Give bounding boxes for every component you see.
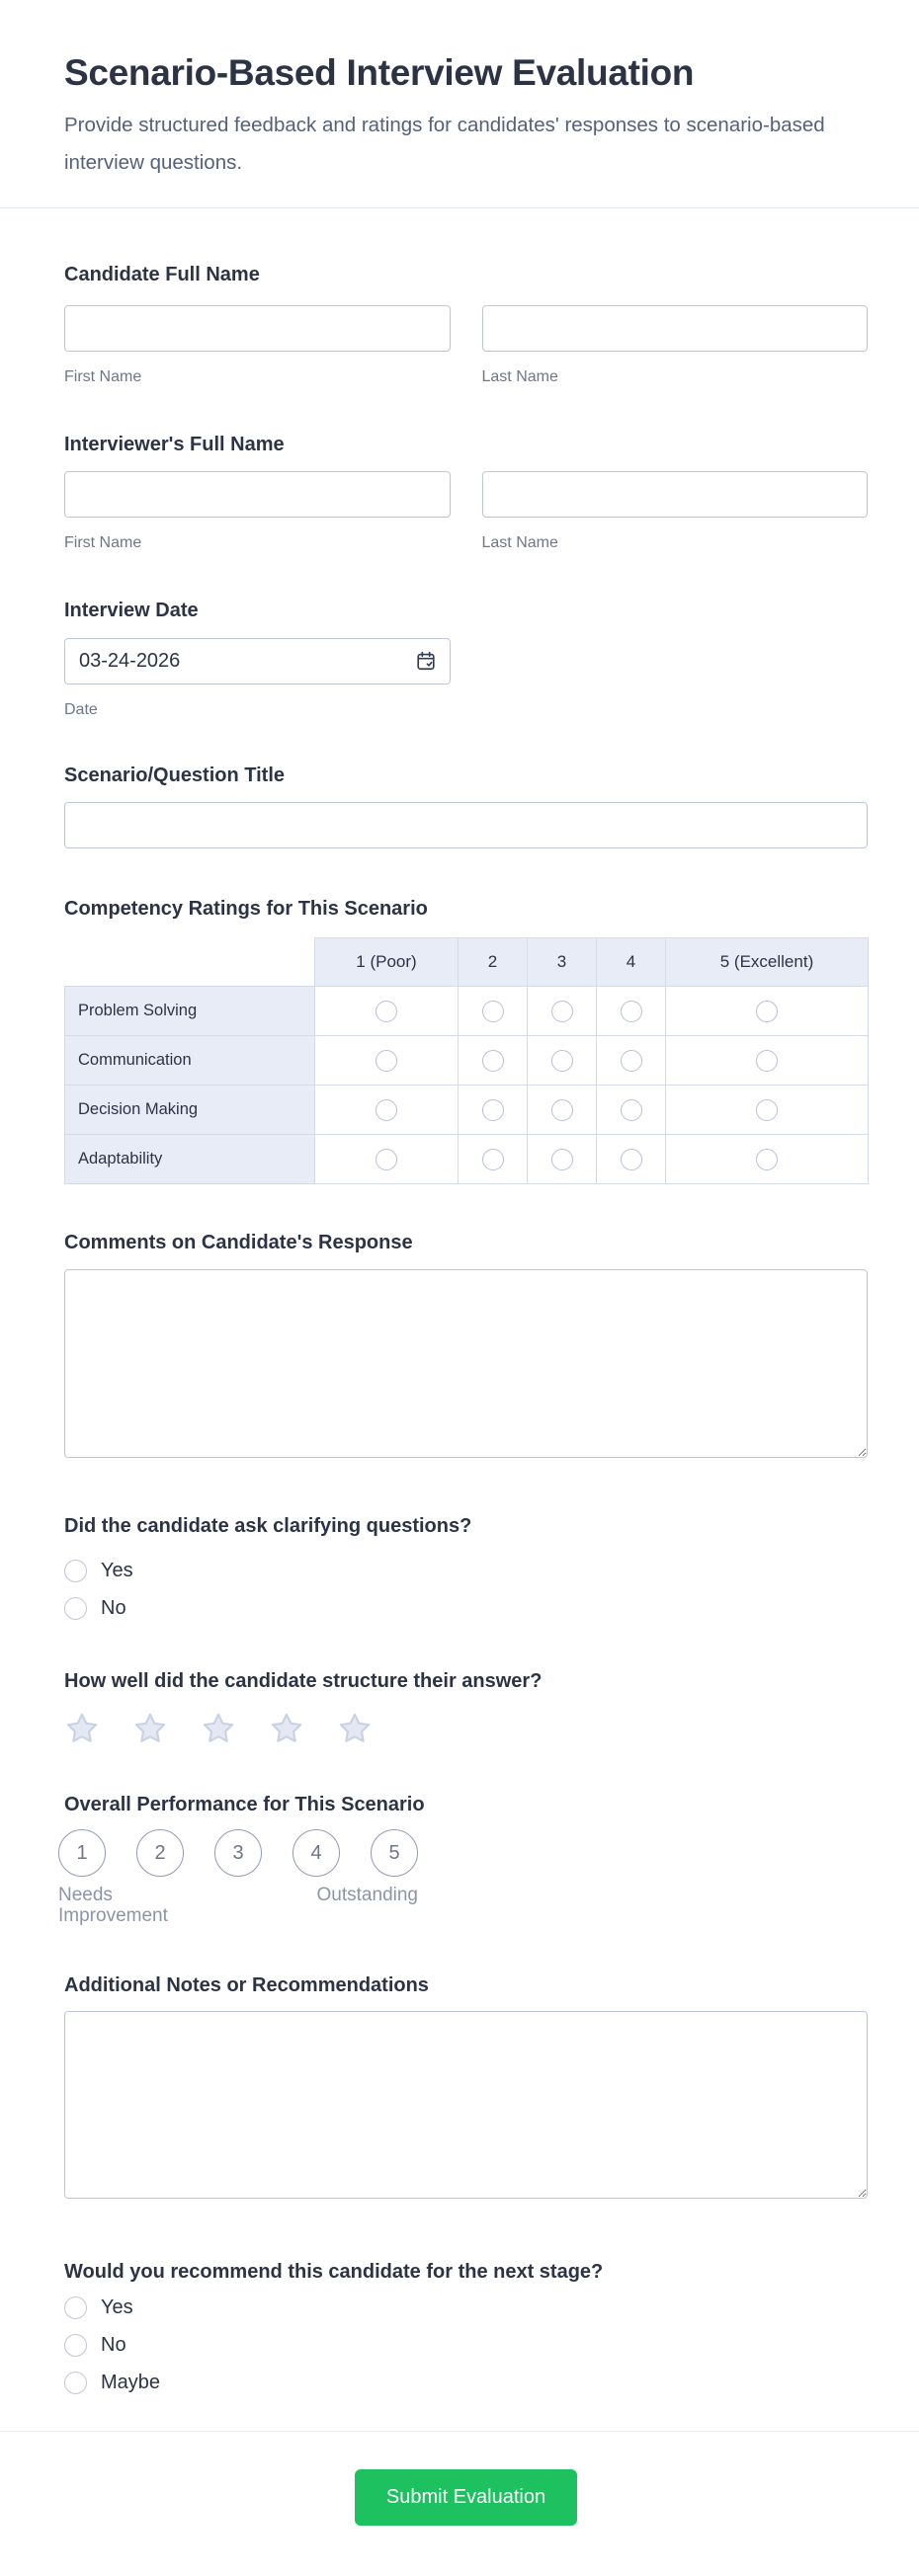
matrix-radio[interactable] (621, 1050, 642, 1072)
recommend-radio-group (64, 2295, 868, 2394)
form-title: Scenario-Based Interview Evaluation (64, 52, 695, 93)
matrix-cell[interactable] (315, 1086, 459, 1135)
matrix-cell[interactable] (666, 1086, 869, 1135)
scale-option-1[interactable]: 1 (58, 1829, 106, 1877)
matrix-radio[interactable] (482, 1149, 504, 1170)
matrix-radio[interactable] (756, 1099, 778, 1121)
star-icon[interactable] (64, 1711, 100, 1746)
matrix-cell[interactable] (597, 1135, 666, 1184)
radio-label: Yes (101, 1560, 133, 1581)
matrix-col-header-3: 3 (528, 938, 597, 987)
matrix-col-header-4: 4 (597, 938, 666, 987)
star-rating (64, 1711, 868, 1746)
form-description: Provide structured feedback and ratings for candidates' responses to scenario-based interview questions. (64, 114, 825, 174)
interviewer-first-name-input[interactable] (64, 471, 451, 518)
candidate-name-label: Candidate Full Name (64, 264, 260, 285)
matrix-radio[interactable] (551, 1001, 573, 1022)
interviewer-last-name-sublabel: Last Name (481, 534, 558, 551)
matrix-corner-cell (65, 938, 315, 987)
star-icon[interactable] (337, 1711, 373, 1746)
candidate-last-name-input[interactable] (482, 305, 869, 352)
matrix-col-header-1: 1 (Poor) (315, 938, 459, 987)
matrix-row-decision-making (65, 1086, 869, 1135)
star-icon[interactable] (269, 1711, 304, 1746)
radio-label: No (101, 2334, 126, 2356)
radio-icon[interactable] (64, 1560, 87, 1582)
candidate-first-name-input[interactable] (64, 305, 451, 352)
matrix-col-header-2: 2 (459, 938, 528, 987)
radio-option-no[interactable] (64, 2333, 868, 2357)
comments-textarea[interactable] (64, 1269, 868, 1458)
radio-icon[interactable] (64, 2296, 87, 2319)
scale-option-4[interactable]: 4 (292, 1829, 340, 1877)
matrix-row-label: Adaptability (65, 1135, 315, 1184)
matrix-radio[interactable] (551, 1149, 573, 1170)
scale-option-5[interactable]: 5 (371, 1829, 418, 1877)
notes-label: Additional Notes or Recommendations (64, 1974, 429, 1996)
calendar-check-icon[interactable] (415, 650, 437, 672)
radio-option-yes[interactable] (64, 1559, 868, 1582)
matrix-radio[interactable] (376, 1050, 397, 1072)
matrix-cell[interactable] (459, 1086, 528, 1135)
radio-icon[interactable] (64, 2334, 87, 2357)
matrix-cell[interactable] (528, 987, 597, 1036)
matrix-radio[interactable] (756, 1001, 778, 1022)
matrix-cell[interactable] (528, 1036, 597, 1086)
scenario-title-input[interactable] (64, 802, 868, 848)
clarifying-label: Did the candidate ask clarifying questions? (64, 1515, 472, 1537)
matrix-cell[interactable] (528, 1135, 597, 1184)
radio-option-maybe[interactable] (64, 2371, 868, 2394)
candidate-last-name-sublabel: Last Name (481, 368, 558, 385)
matrix-radio[interactable] (621, 1149, 642, 1170)
submit-button[interactable]: Submit Evaluation (355, 2469, 577, 2526)
candidate-first-name-sublabel: First Name (64, 368, 142, 385)
radio-icon[interactable] (64, 1597, 87, 1620)
matrix-cell[interactable] (666, 1135, 869, 1184)
competency-matrix-label: Competency Ratings for This Scenario (64, 898, 428, 920)
matrix-cell[interactable] (666, 1036, 869, 1086)
matrix-row-communication (65, 1036, 869, 1086)
competency-matrix (64, 937, 869, 1184)
matrix-cell[interactable] (315, 1135, 459, 1184)
scale-max-label: Outstanding (316, 1885, 418, 1905)
scale-option-3[interactable]: 3 (214, 1829, 262, 1877)
radio-label: No (101, 1597, 126, 1619)
matrix-cell[interactable] (459, 987, 528, 1036)
matrix-row-label: Problem Solving (65, 987, 315, 1036)
matrix-radio[interactable] (551, 1050, 573, 1072)
clarifying-radio-group (64, 1559, 868, 1620)
radio-option-yes[interactable] (64, 2295, 868, 2319)
matrix-radio[interactable] (621, 1099, 642, 1121)
matrix-cell[interactable] (459, 1036, 528, 1086)
overall-label: Overall Performance for This Scenario (64, 1794, 425, 1815)
matrix-radio[interactable] (621, 1001, 642, 1022)
recommend-label: Would you recommend this candidate for the next stage? (64, 2261, 604, 2283)
matrix-radio[interactable] (482, 1001, 504, 1022)
radio-label: Maybe (101, 2372, 161, 2393)
matrix-cell[interactable] (597, 1086, 666, 1135)
interview-date-sublabel: Date (64, 701, 98, 718)
scale-option-2[interactable]: 2 (136, 1829, 184, 1877)
matrix-row-adaptability (65, 1135, 869, 1184)
overall-scale (58, 1829, 418, 1926)
matrix-cell[interactable] (459, 1135, 528, 1184)
matrix-cell[interactable] (315, 1036, 459, 1086)
matrix-radio[interactable] (756, 1050, 778, 1072)
form-body (0, 264, 919, 2526)
star-icon[interactable] (132, 1711, 168, 1746)
scale-min-label: Needs Improvement (58, 1885, 168, 1926)
matrix-cell[interactable] (597, 1036, 666, 1086)
radio-option-no[interactable] (64, 1596, 868, 1620)
radio-label: Yes (101, 2296, 133, 2318)
matrix-row-label: Decision Making (65, 1086, 315, 1135)
form-header (0, 0, 919, 208)
interview-date-input[interactable] (64, 638, 451, 684)
radio-icon[interactable] (64, 2372, 87, 2394)
notes-textarea[interactable] (64, 2011, 868, 2199)
interviewer-name-label: Interviewer's Full Name (64, 434, 285, 455)
matrix-cell[interactable] (597, 987, 666, 1036)
matrix-radio[interactable] (376, 1149, 397, 1170)
matrix-row-problem-solving (65, 987, 869, 1036)
matrix-col-header-5: 5 (Excellent) (666, 938, 869, 987)
matrix-cell[interactable] (666, 987, 869, 1036)
matrix-radio[interactable] (376, 1001, 397, 1022)
interviewer-last-name-input[interactable] (482, 471, 869, 518)
matrix-cell[interactable] (315, 987, 459, 1036)
matrix-radio[interactable] (376, 1099, 397, 1121)
star-icon[interactable] (201, 1711, 236, 1746)
interview-date-label: Interview Date (64, 600, 199, 621)
matrix-radio[interactable] (482, 1099, 504, 1121)
scenario-title-label: Scenario/Question Title (64, 765, 286, 786)
matrix-row-label: Communication (65, 1036, 315, 1086)
comments-label: Comments on Candidate's Response (64, 1232, 413, 1253)
matrix-cell[interactable] (528, 1086, 597, 1135)
matrix-radio[interactable] (756, 1149, 778, 1170)
interviewer-first-name-sublabel: First Name (64, 534, 142, 551)
structure-rating-label: How well did the candidate structure their answer? (64, 1670, 543, 1692)
matrix-radio[interactable] (551, 1099, 573, 1121)
matrix-radio[interactable] (482, 1050, 504, 1072)
